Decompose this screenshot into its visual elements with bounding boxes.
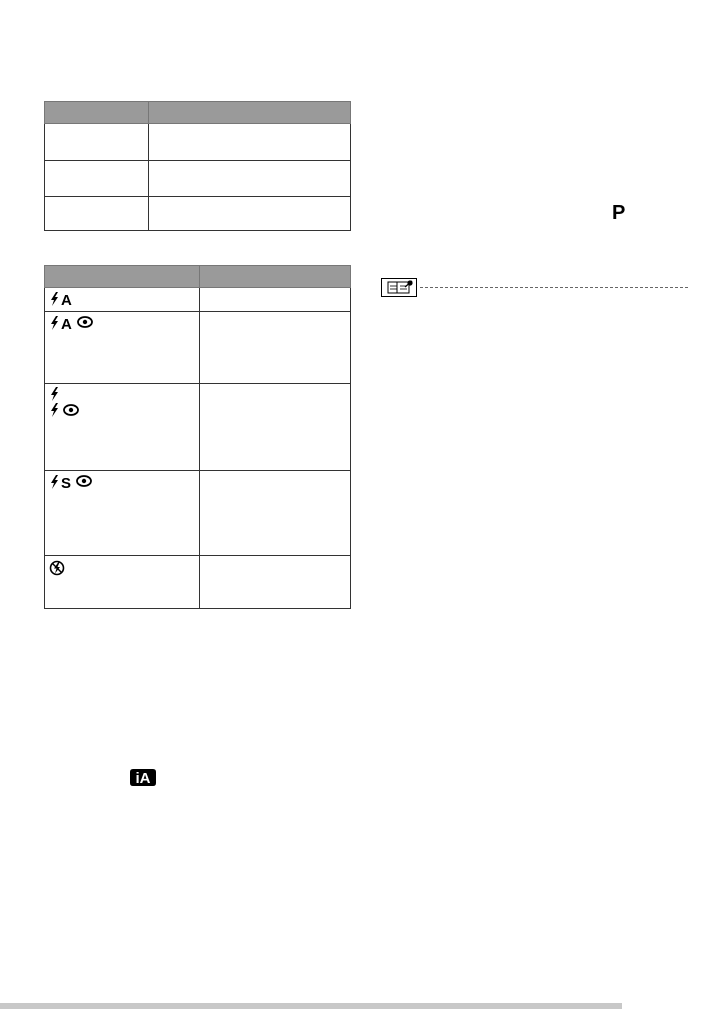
svg-text:A: A: [61, 292, 72, 306]
flash-mode-desc: [200, 471, 351, 556]
intelligent-auto-icon: [129, 768, 157, 787]
svg-text:A: A: [61, 316, 72, 330]
flash-on-red-eye-icon: [49, 403, 199, 417]
flash-mode-desc: [200, 384, 351, 471]
svg-text:S: S: [61, 475, 72, 489]
table2-header-col2: [200, 266, 351, 288]
table2-header-col1: [45, 266, 200, 288]
flash-mode-table: [44, 265, 351, 609]
flash-mode-desc: [200, 312, 351, 384]
table1-row2-col2: [149, 161, 351, 197]
flash-mode-desc: [200, 288, 351, 312]
flash-auto-red-eye-icon: [45, 312, 107, 330]
table1-row3-col2: [149, 197, 351, 231]
table1-header-col1: [45, 102, 149, 124]
table1-row1-col1: [45, 124, 149, 161]
flash-mode-row: [45, 312, 200, 384]
note-divider: [420, 287, 688, 288]
flash-on-icon: [49, 387, 199, 401]
table1-row2-col1: [45, 161, 149, 197]
table1-row1-col2: [149, 124, 351, 161]
svg-text:iA: iA: [135, 770, 151, 787]
program-mode-icon: P: [612, 202, 626, 224]
note-icon: [381, 278, 417, 297]
flash-off-icon: [45, 556, 65, 576]
page-footer-bar: [0, 1003, 622, 1009]
table1-row3-col1: [45, 197, 149, 231]
flash-mode-row: [45, 556, 200, 609]
flash-mode-row: [45, 384, 200, 471]
flash-auto-icon: [45, 288, 83, 306]
flash-mode-row: [45, 471, 200, 556]
settings-table: [44, 101, 351, 231]
flash-mode-desc: [200, 556, 351, 609]
table1-header-col2: [149, 102, 351, 124]
slow-sync-red-eye-icon: [45, 471, 107, 489]
flash-mode-row: [45, 288, 200, 312]
